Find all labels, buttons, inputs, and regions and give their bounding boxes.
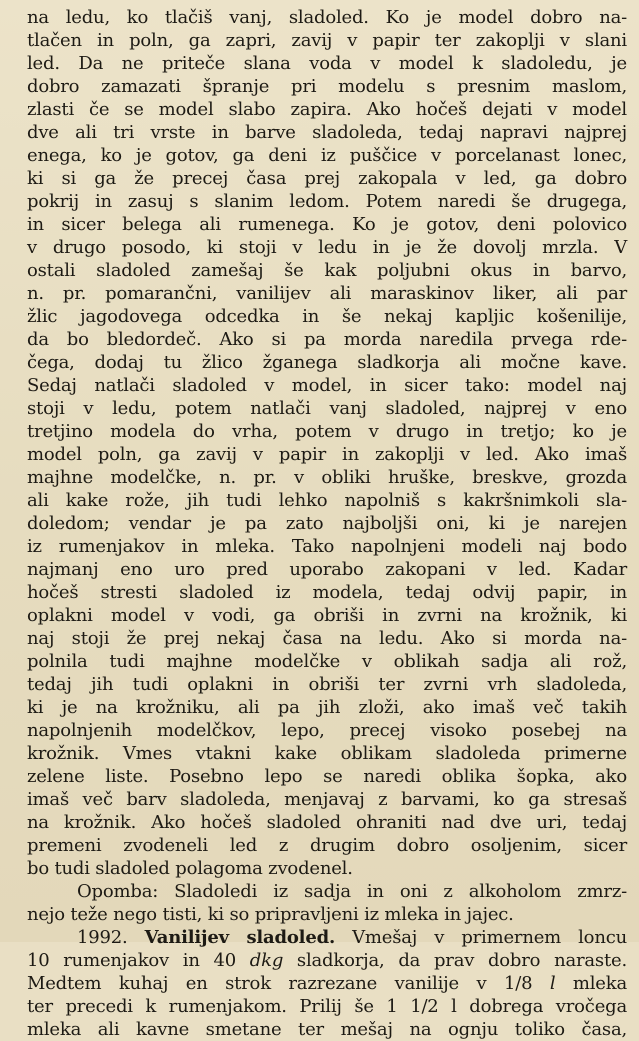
text-line: oplakni model v vodi, ga obriši in zvrni na krožnik, ki	[27, 605, 627, 626]
text-line: žlic jagodovega odcedka in še nekaj kapljic košenilije,	[27, 306, 627, 327]
text-line: napolnjenih modelčkov, lepo, precej visoko posebej na	[27, 720, 627, 741]
recipe-text: Medtem kuhaj en strok razrezane vanilije v	[27, 973, 504, 994]
text-line: led. Da ne priteče slana voda v model k sladoledu, je	[27, 53, 627, 74]
text-line: in sicer belega ali rumenega. Ko je gotov, deni polovico	[27, 214, 627, 235]
recipe-title: Vanilijev sladoled.	[144, 927, 336, 948]
text-line: Sedaj natlači sladoled v model, in sicer tako: model naj	[27, 375, 627, 396]
text-line: ki si ga že precej časa prej zakopala v led, ga dobro	[27, 168, 627, 189]
text-line: naj stoji že prej nekaj časa na ledu. Ako si morda na-	[27, 628, 627, 649]
text-line: na ledu, ko tlačiš vanj, sladoled. Ko je model dobro na-	[27, 7, 627, 28]
text-line: n. pr. pomarančni, vanilijev ali maraskinov liker, ali par	[27, 283, 627, 304]
text-line: enega, ko je gotov, ga deni iz puščice v porcelanast lonec,	[27, 145, 627, 166]
recipe-heading-line	[27, 926, 627, 949]
text-line: pokrij in zasuj s slanim ledom. Potem naredi še drugega,	[27, 191, 627, 212]
text-line: tedaj jih tudi oplakni in obriši ter zvrni vrh sladoleda,	[27, 674, 627, 695]
text-line: tlačen in poln, ga zapri, zavij v papir ter zakoplji v slani	[27, 30, 627, 51]
recipe-line-2	[27, 949, 627, 972]
text-line: na krožnik. Ako hočeš sladoled ohraniti nad dve uri, tedaj	[27, 812, 627, 833]
text-line: v drugo posodo, ki stoji v ledu in je že dovolj mrzla. V	[27, 237, 627, 258]
text-line: najmanj eno uro pred uporabo zakopani v led. Kadar	[27, 559, 627, 580]
unit-dkg: dkg	[249, 950, 284, 971]
recipe-line-4: ter precedi k rumenjakom. Prilij še 1 1/2 l dobrega vročega	[27, 996, 627, 1017]
recipe-line-3	[27, 972, 627, 995]
text-line: premeni zvodeneli led z drugim dobro osoljenim, sicer	[27, 835, 627, 856]
note-line-1: Opomba: Sladoledi iz sadja in oni z alkoholom zmrz-	[77, 881, 627, 902]
text-line: majhne modelčke, n. pr. v obliki hruške, breskve, grozda	[27, 467, 627, 488]
text-line: polnila tudi majhne modelčke v oblikah sadja ali rož,	[27, 651, 627, 672]
text-line: krožnik. Vmes vtakni kake oblikam sladoleda primerne	[27, 743, 627, 764]
recipe-text: sladkorja, da prav dobro naraste.	[283, 950, 627, 971]
text-line: dobro zamazati špranje pri modelu s presnim maslom,	[27, 76, 627, 97]
recipe-number: 1992.	[77, 927, 128, 948]
recipe-text: mleka	[555, 973, 627, 994]
text-line: zlasti če se model slabo zapira. Ako hočeš dejati v model	[27, 99, 627, 120]
text-line: ki je na krožniku, ali pa jih zloži, ako imaš več takih	[27, 697, 627, 718]
unit-liter: l	[549, 973, 556, 994]
text-line: stoji v ledu, potem natlači vanj sladoled, najprej v eno	[27, 398, 627, 419]
text-line: da bo bledordeč. Ako si pa morda naredila prvega rde-	[27, 329, 627, 350]
text-line: dve ali tri vrste in barve sladoleda, tedaj napravi najprej	[27, 122, 627, 143]
text-line: model poln, ga zavij v papir in zakoplji v led. Ako imaš	[27, 444, 627, 465]
text-line: imaš več barv sladoleda, menjavaj z barvami, ko ga stresaš	[27, 789, 627, 810]
recipe-text: Vmešaj v primernem loncu	[335, 927, 627, 948]
text-line: bo tudi sladoled polagoma zvodenel.	[27, 858, 353, 879]
recipe-text: 10 rumenjakov in 40	[27, 950, 250, 971]
text-line: ali kake rože, jih tudi lehko napolniš s kakršnimkoli sla-	[27, 490, 627, 511]
note-line-2: nejo teže nego tisti, ki so pripravljeni iz mleka in jajec.	[27, 904, 514, 925]
text-line: tretjino modela do vrha, potem v drugo in tretjo; ko je	[27, 421, 627, 442]
text-line: iz rumenjakov in mleka. Tako napolnjeni modeli naj bodo	[27, 536, 627, 557]
recipe-line-5: mleka ali kavne smetane ter mešaj na ognju toliko časa,	[27, 1019, 627, 1040]
text-line: doledom; vendar je pa zato najboljši oni, ki je narejen	[27, 513, 627, 534]
main-paragraph	[27, 6, 627, 880]
text-line: zelene liste. Posebno lepo se naredi oblika šopka, ako	[27, 766, 627, 787]
text-line: ostali sladoled zamešaj še kak poljubni okus in barvo,	[27, 260, 627, 281]
text-line: čega, dodaj tu žlico žganega sladkorja ali močne kave.	[27, 352, 627, 373]
text-line: hočeš stresti sladoled iz modela, tedaj odvij papir, in	[27, 582, 627, 603]
fraction: 1/8	[503, 973, 533, 994]
